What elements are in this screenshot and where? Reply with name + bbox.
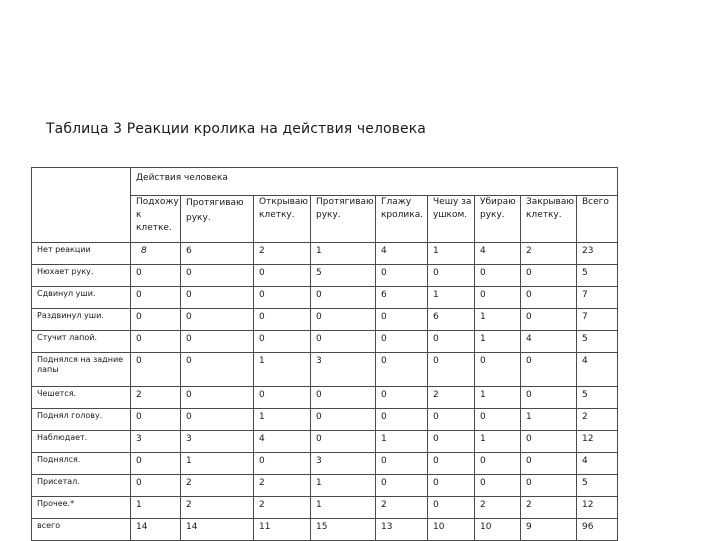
table-cell: 1 [376, 431, 428, 453]
table-cell: 0 [521, 353, 577, 387]
row-label: Чешется. [32, 387, 131, 409]
row-label: Стучит лапой. [32, 331, 131, 353]
table-cell: 1 [254, 353, 311, 387]
table-cell: 0 [521, 431, 577, 453]
column-header: Протягиваю руку. [181, 196, 254, 243]
table-cell: 5 [577, 475, 618, 497]
table-cell: 15 [311, 519, 376, 541]
table-cell: 0 [376, 265, 428, 287]
table-cell: 12 [577, 497, 618, 519]
table-cell: 96 [577, 519, 618, 541]
table-cell: 1 [254, 409, 311, 431]
table-cell: 1 [475, 431, 521, 453]
table-cell: 1 [131, 497, 181, 519]
row-label: всего [32, 519, 131, 541]
table-cell: 0 [521, 265, 577, 287]
table-cell: 4 [521, 331, 577, 353]
table-cell: 0 [475, 475, 521, 497]
table-cell: 1 [475, 331, 521, 353]
table-cell: 0 [521, 475, 577, 497]
row-label: Присетал. [32, 475, 131, 497]
table-cell: 13 [376, 519, 428, 541]
table-cell: 0 [475, 453, 521, 475]
table-cell: 0 [376, 353, 428, 387]
table-cell: 6 [181, 243, 254, 265]
column-header: Всего [577, 196, 618, 243]
table-row [32, 387, 618, 409]
table-cell: 4 [475, 243, 521, 265]
table-cell: 0 [475, 409, 521, 431]
table-cell: 0 [131, 409, 181, 431]
table-row [32, 409, 618, 431]
table-cell: 0 [254, 387, 311, 409]
table-cell: 0 [521, 287, 577, 309]
table-cell: 2 [577, 409, 618, 431]
table-cell: 0 [376, 475, 428, 497]
header-group-row [32, 168, 618, 196]
table-cell: 2 [254, 475, 311, 497]
table-cell: 0 [181, 387, 254, 409]
row-label: Поднял голову. [32, 409, 131, 431]
table-cell: 0 [428, 331, 475, 353]
table-cell: 3 [311, 453, 376, 475]
table-row [32, 243, 618, 265]
column-header: Подхожу к клетке. [131, 196, 181, 243]
table-cell: 3 [181, 431, 254, 453]
corner-cell-lower [32, 196, 131, 243]
table-cell: 0 [181, 309, 254, 331]
table-row [32, 431, 618, 453]
column-header: Чешу за ушком. [428, 196, 475, 243]
table-cell: 0 [475, 353, 521, 387]
table-cell: 0 [428, 453, 475, 475]
table-cell: 0 [475, 265, 521, 287]
table-cell: 1 [475, 309, 521, 331]
table-cell: 3 [131, 431, 181, 453]
table-cell: 7 [577, 309, 618, 331]
table-row [32, 287, 618, 309]
row-label: Поднялся на задние лапы [32, 353, 131, 387]
table-cell: 2 [181, 497, 254, 519]
table-cell: 1 [475, 387, 521, 409]
table-cell: 0 [428, 497, 475, 519]
table-cell: 0 [181, 287, 254, 309]
table-cell: 0 [181, 265, 254, 287]
table-cell: 10 [428, 519, 475, 541]
table-cell: 0 [311, 409, 376, 431]
table-row [32, 265, 618, 287]
table-cell: 0 [181, 409, 254, 431]
table-cell: 0 [428, 265, 475, 287]
table-cell: 1 [428, 287, 475, 309]
table-cell: 0 [254, 287, 311, 309]
group-header: Действия человека [131, 168, 618, 196]
table-cell: 0 [521, 453, 577, 475]
table-cell: 2 [181, 475, 254, 497]
table-cell: 0 [428, 409, 475, 431]
table-cell: 0 [131, 265, 181, 287]
table-cell: 0 [376, 453, 428, 475]
table-cell: 0 [131, 453, 181, 475]
table-cell: 0 [428, 431, 475, 453]
table-cell: 0 [428, 475, 475, 497]
table-cell: 2 [131, 387, 181, 409]
table-cell: 4 [577, 353, 618, 387]
table-cell: 2 [254, 243, 311, 265]
row-label: Наблюдает. [32, 431, 131, 453]
table-cell: 0 [311, 431, 376, 453]
row-label: Нет реакции [32, 243, 131, 265]
table-cell: 0 [521, 387, 577, 409]
table-cell: 2 [521, 497, 577, 519]
row-label: Сдвинул уши. [32, 287, 131, 309]
table-cell: 0 [311, 309, 376, 331]
table-cell: 0 [254, 331, 311, 353]
table-cell: 0 [475, 287, 521, 309]
table-cell: 0 [311, 287, 376, 309]
reactions-table [31, 167, 618, 541]
column-header: Открываю клетку. [254, 196, 311, 243]
table-cell: 11 [254, 519, 311, 541]
table-cell: 0 [376, 387, 428, 409]
table-cell: 23 [577, 243, 618, 265]
table-cell: 14 [131, 519, 181, 541]
row-label: Прочее.* [32, 497, 131, 519]
table-cell: 4 [254, 431, 311, 453]
table-cell: 0 [131, 475, 181, 497]
table-row [32, 309, 618, 331]
column-header: Закрываю клетку. [521, 196, 577, 243]
table-cell: 4 [376, 243, 428, 265]
table-row [32, 331, 618, 353]
table-cell: 0 [376, 331, 428, 353]
table-cell: 0 [131, 309, 181, 331]
column-header: Убираю руку. [475, 196, 521, 243]
column-header: Глажу кролика. [376, 196, 428, 243]
row-label: Нюхает руку. [32, 265, 131, 287]
table-row [32, 497, 618, 519]
table-cell: 9 [521, 519, 577, 541]
table-cell: 12 [577, 431, 618, 453]
table-cell: 1 [311, 497, 376, 519]
table-cell: 0 [131, 287, 181, 309]
table-cell: 2 [521, 243, 577, 265]
table-cell: 0 [181, 353, 254, 387]
table-cell: 0 [376, 309, 428, 331]
table-cell: 5 [577, 331, 618, 353]
row-label: Раздвинул уши. [32, 309, 131, 331]
column-header: Протягиваю руку. [311, 196, 376, 243]
table-caption: Таблица 3 Реакции кролика на действия человека [46, 121, 426, 137]
table-body [32, 243, 618, 541]
table-row [32, 453, 618, 475]
table-cell: 1 [181, 453, 254, 475]
table-cell: 0 [254, 309, 311, 331]
table-cell: 1 [311, 475, 376, 497]
table-cell: 10 [475, 519, 521, 541]
table-cell: 0 [131, 353, 181, 387]
table-cell: 0 [311, 331, 376, 353]
column-header-row [32, 196, 618, 243]
table-cell: 0 [428, 353, 475, 387]
table-cell: 0 [521, 309, 577, 331]
table-cell: 7 [577, 287, 618, 309]
table-cell: 14 [181, 519, 254, 541]
table-cell: 1 [428, 243, 475, 265]
table-cell: 0 [376, 409, 428, 431]
table-cell: 6 [376, 287, 428, 309]
corner-cell [32, 168, 131, 196]
table-cell: 0 [131, 331, 181, 353]
table-cell: 0 [254, 265, 311, 287]
table-cell: 3 [311, 353, 376, 387]
table-cell: 5 [577, 387, 618, 409]
table-cell: 2 [428, 387, 475, 409]
table-row [32, 519, 618, 541]
table-row [32, 353, 618, 387]
table-cell: 0 [254, 453, 311, 475]
table-cell: 6 [428, 309, 475, 331]
table-cell: 1 [311, 243, 376, 265]
table-cell: 2 [254, 497, 311, 519]
table-cell: 1 [521, 409, 577, 431]
table-cell: 8 [131, 243, 181, 265]
table-cell: 0 [181, 331, 254, 353]
table-cell: 5 [577, 265, 618, 287]
row-label: Поднялся. [32, 453, 131, 475]
table-cell: 2 [376, 497, 428, 519]
table-cell: 0 [311, 387, 376, 409]
table-row [32, 475, 618, 497]
table-cell: 2 [475, 497, 521, 519]
table-cell: 5 [311, 265, 376, 287]
table-cell: 4 [577, 453, 618, 475]
